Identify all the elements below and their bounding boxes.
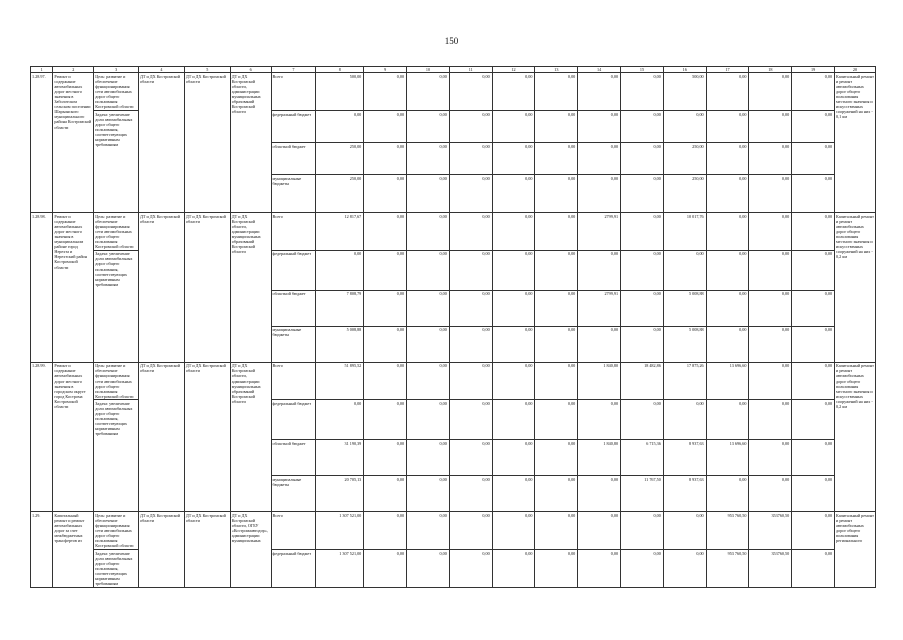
funding-source: муниципальные бюджеты	[271, 326, 316, 362]
item-name: Ремонт и содержание автомобильных дорог местного значения в муниципальном районе город Нерехта и Нерехтский район Костромской области	[53, 213, 94, 363]
executor-cell: ДТ и ДХ Костромской области, администрации муниципальных образований Костромской области	[230, 213, 271, 363]
coordinator-cell: ДТ и ДХ Костромской области	[184, 213, 230, 363]
value-cell: 0,00	[792, 550, 835, 588]
value-cell: 12 817,67	[316, 213, 364, 251]
value-cell: 0,00	[407, 175, 450, 213]
value-cell: 0,00	[578, 400, 621, 440]
value-cell: 0,00	[621, 175, 664, 213]
funding-source: Всего	[271, 73, 316, 111]
coordinator-cell: ДТ и ДХ Костромской области	[184, 512, 230, 587]
funding-source: Всего	[271, 213, 316, 251]
value-cell: 5 008,88	[663, 326, 706, 362]
value-cell: 0,00	[364, 111, 407, 143]
value-cell: 0,00	[706, 250, 749, 290]
value-cell: 0,00	[449, 175, 492, 213]
value-cell: 0,00	[449, 550, 492, 588]
header-cell: 11	[449, 67, 492, 73]
header-cell: 13	[535, 67, 578, 73]
goal-text: Цель: развитие и обеспечение функционирования сети автомобильных дорог общего пользования Костромской области	[94, 73, 139, 111]
value-cell: 0,00	[492, 290, 535, 326]
value-cell: 0,00	[492, 213, 535, 251]
value-cell: 0,00	[621, 213, 664, 251]
table-row	[31, 362, 876, 400]
value-cell: 0,00	[407, 290, 450, 326]
value-cell: 0,00	[792, 476, 835, 512]
value-cell: 0,00	[407, 73, 450, 111]
value-cell: 0,00	[578, 326, 621, 362]
header-cell: 5	[184, 67, 230, 73]
item-number: 1.28.98.	[31, 213, 53, 363]
value-cell: 0,00	[535, 290, 578, 326]
value-cell: 0,00	[535, 175, 578, 213]
result-cell: Капитальный ремонт и ремонт автомобильных дорог общего пользования регионального	[835, 512, 876, 587]
value-cell: 0,00	[364, 550, 407, 588]
value-cell: 250,00	[316, 175, 364, 213]
funding-source: областной бюджет	[271, 290, 316, 326]
value-cell: 0,00	[792, 175, 835, 213]
funding-source: областной бюджет	[271, 143, 316, 175]
value-cell: 11 767,50	[621, 476, 664, 512]
header-cell: 3	[94, 67, 139, 73]
value-cell: 0,00	[578, 143, 621, 175]
customer-cell: ДТ и ДХ Костромской области	[139, 362, 185, 512]
value-cell: 0,00	[407, 250, 450, 290]
header-cell: 7	[271, 67, 316, 73]
value-cell: 0,00	[749, 440, 792, 476]
header-cell: 2	[53, 67, 94, 73]
value-cell: 0,00	[578, 73, 621, 111]
value-cell: 0,00	[449, 250, 492, 290]
page-number: 150	[444, 36, 459, 46]
value-cell: 0,00	[316, 250, 364, 290]
coordinator-cell: ДТ и ДХ Костромской области	[184, 362, 230, 512]
value-cell: 0,00	[663, 550, 706, 588]
value-cell: 0,00	[364, 476, 407, 512]
value-cell: 8 937,63	[663, 476, 706, 512]
value-cell: 0,00	[535, 250, 578, 290]
value-cell: 353760,50	[749, 512, 792, 550]
value-cell: 1 840,80	[578, 362, 621, 400]
value-cell: 0,00	[492, 175, 535, 213]
value-cell: 5 008,88	[316, 326, 364, 362]
value-cell: 0,00	[749, 213, 792, 251]
value-cell: 0,00	[749, 143, 792, 175]
customer-cell: ДТ и ДХ Костромской области	[139, 73, 185, 213]
value-cell: 0,00	[492, 250, 535, 290]
value-cell: 0,00	[407, 143, 450, 175]
value-cell: 0,00	[535, 550, 578, 588]
value-cell: 0,00	[621, 400, 664, 440]
value-cell: 0,00	[621, 250, 664, 290]
value-cell: 0,00	[749, 175, 792, 213]
value-cell: 0,00	[663, 400, 706, 440]
value-cell: 0,00	[621, 512, 664, 550]
value-cell: 8 937,63	[663, 440, 706, 476]
task-text: Задача: увеличение доли автомобильных дорог общего пользования, соответствующих нормативным требованиям	[94, 400, 139, 512]
value-cell: 0,00	[792, 73, 835, 111]
value-cell: 0,00	[749, 250, 792, 290]
header-cell: 14	[578, 67, 621, 73]
value-cell: 0,00	[663, 250, 706, 290]
value-cell: 0,00	[578, 550, 621, 588]
executor-cell: ДТ и ДХ Костромской области, администрации муниципальных образований Костромской области	[230, 73, 271, 213]
value-cell: 7 808,79	[316, 290, 364, 326]
value-cell: 250,00	[663, 175, 706, 213]
funding-source: федеральный бюджет	[271, 250, 316, 290]
value-cell: 0,00	[706, 73, 749, 111]
value-cell: 0,00	[492, 512, 535, 550]
value-cell: 0,00	[621, 326, 664, 362]
item-number: 1.28.99.	[31, 362, 53, 512]
value-cell: 0,00	[535, 326, 578, 362]
value-cell: 0,00	[407, 111, 450, 143]
header-cell: 6	[230, 67, 271, 73]
value-cell: 0,00	[407, 362, 450, 400]
value-cell: 0,00	[407, 550, 450, 588]
coordinator-cell: ДТ и ДХ Костромской области	[184, 73, 230, 213]
value-cell: 0,00	[535, 440, 578, 476]
value-cell: 0,00	[792, 326, 835, 362]
value-cell: 0,00	[792, 143, 835, 175]
value-cell: 500,00	[663, 73, 706, 111]
value-cell: 0,00	[792, 213, 835, 251]
value-cell: 0,00	[449, 326, 492, 362]
executor-cell: ДТ и ДХ Костромской области, ОГБУ «Костромаавтодор», администрации муниципальных	[230, 512, 271, 587]
funding-source: областной бюджет	[271, 440, 316, 476]
value-cell: 0,00	[364, 326, 407, 362]
value-cell: 0,00	[578, 476, 621, 512]
value-cell: 0,00	[792, 362, 835, 400]
header-cell: 19	[792, 67, 835, 73]
value-cell: 0,00	[621, 111, 664, 143]
value-cell: 0,00	[621, 290, 664, 326]
value-cell: 0,00	[449, 512, 492, 550]
value-cell: 0,00	[663, 512, 706, 550]
value-cell: 0,00	[449, 290, 492, 326]
customer-cell: ДТ и ДХ Костромской области	[139, 512, 185, 587]
value-cell: 0,00	[364, 400, 407, 440]
value-cell: 0,00	[364, 213, 407, 251]
value-cell: 0,00	[449, 362, 492, 400]
funding-source: Всего	[271, 512, 316, 550]
value-cell: 0,00	[749, 400, 792, 440]
value-cell: 0,00	[706, 111, 749, 143]
value-cell: 0,00	[621, 143, 664, 175]
header-cell: 1	[31, 67, 53, 73]
task-text: Задача: увеличение доли автомобильных дорог общего пользования, соответствующих нормативным требованиям	[94, 111, 139, 213]
value-cell: 10 017,76	[663, 213, 706, 251]
value-cell: 0,00	[492, 143, 535, 175]
value-cell: 0,00	[706, 175, 749, 213]
value-cell: 18 482,86	[621, 362, 664, 400]
header-cell: 17	[706, 67, 749, 73]
value-cell: 20 705,13	[316, 476, 364, 512]
value-cell: 0,00	[449, 476, 492, 512]
value-cell: 0,00	[492, 440, 535, 476]
value-cell: 0,00	[364, 512, 407, 550]
value-cell: 0,00	[792, 512, 835, 550]
value-cell: 0,00	[407, 512, 450, 550]
funding-source: Всего	[271, 362, 316, 400]
value-cell: 1 840,80	[578, 440, 621, 476]
value-cell: 0,00	[449, 400, 492, 440]
value-cell: 0,00	[749, 290, 792, 326]
value-cell: 0,00	[535, 476, 578, 512]
value-cell: 500,00	[316, 73, 364, 111]
value-cell: 0,00	[449, 440, 492, 476]
value-cell: 0,00	[706, 400, 749, 440]
value-cell: 5 008,88	[663, 290, 706, 326]
value-cell: 0,00	[364, 290, 407, 326]
funding-source: федеральный бюджет	[271, 550, 316, 588]
value-cell: 0,00	[792, 290, 835, 326]
value-cell: 0,00	[749, 362, 792, 400]
value-cell: 0,00	[535, 73, 578, 111]
table-row	[31, 512, 876, 550]
funding-source: федеральный бюджет	[271, 400, 316, 440]
value-cell: 1 307 521,00	[316, 512, 364, 550]
value-cell: 0,00	[706, 290, 749, 326]
value-cell: 250,00	[316, 143, 364, 175]
header-cell: 16	[663, 67, 706, 73]
value-cell: 0,00	[407, 213, 450, 251]
value-cell: 0,00	[316, 111, 364, 143]
value-cell: 0,00	[492, 400, 535, 440]
value-cell: 0,00	[407, 326, 450, 362]
header-cell: 8	[316, 67, 364, 73]
value-cell: 353760,50	[749, 550, 792, 588]
value-cell: 0,00	[364, 175, 407, 213]
funding-source: муниципальные бюджеты	[271, 476, 316, 512]
value-cell: 0,00	[364, 250, 407, 290]
value-cell: 953 760,50	[706, 512, 749, 550]
result-cell: Капитальный ремонт и ремонт автомобильных дорог общего пользования местного значения и искусственных сооружений на них - 0,2 км	[835, 213, 876, 363]
value-cell: 13 696,60	[706, 440, 749, 476]
value-cell: 0,00	[706, 213, 749, 251]
value-cell: 0,00	[364, 440, 407, 476]
value-cell: 0,00	[749, 73, 792, 111]
value-cell: 0,00	[578, 175, 621, 213]
value-cell: 0,00	[578, 111, 621, 143]
value-cell: 0,00	[407, 440, 450, 476]
item-name: Ремонт и содержание автомобильных дорог местного значения в Заболотском сельском поселении Шарьинского муниципального района Костромской области	[53, 73, 94, 213]
value-cell: 0,00	[535, 512, 578, 550]
goal-text: Цель: развитие и обеспечение функционирования сети автомобильных дорог общего пользования Костромской области	[94, 512, 139, 550]
item-number: 1.28.97.	[31, 73, 53, 213]
value-cell: 0,00	[706, 476, 749, 512]
value-cell: 0,00	[621, 73, 664, 111]
result-cell: Капитальный ремонт и ремонт автомобильных дорог общего пользования местного значения и искусственных сооружений на них - 0,2 км	[835, 362, 876, 512]
item-name: Ремонт и содержание автомобильных дорог местного значения в городском округе город Кострома Костромской области	[53, 362, 94, 512]
value-cell: 0,00	[535, 143, 578, 175]
item-name: Капитальный ремонт и ремонт автомобильных дорог за счет межбюджетных трансфертов из	[53, 512, 94, 587]
value-cell: 0,00	[407, 476, 450, 512]
value-cell: 0,00	[749, 326, 792, 362]
value-cell: 0,00	[535, 400, 578, 440]
goal-text: Цель: развитие и обеспечение функционирования сети автомобильных дорог общего пользования Костромской области	[94, 213, 139, 251]
executor-cell: ДТ и ДХ Костромской области, администрации муниципальных образований Костромской области	[230, 362, 271, 512]
value-cell: 0,00	[449, 213, 492, 251]
value-cell: 31 190,39	[316, 440, 364, 476]
value-cell: 0,00	[792, 111, 835, 143]
value-cell: 0,00	[535, 362, 578, 400]
value-cell: 0,00	[364, 143, 407, 175]
value-cell: 0,00	[364, 362, 407, 400]
header-cell: 18	[749, 67, 792, 73]
value-cell: 0,00	[316, 400, 364, 440]
value-cell: 0,00	[749, 476, 792, 512]
value-cell: 2799,91	[578, 213, 621, 251]
value-cell: 0,00	[792, 250, 835, 290]
value-cell: 0,00	[449, 73, 492, 111]
value-cell: 17 875,26	[663, 362, 706, 400]
value-cell: 13 696,60	[706, 362, 749, 400]
header-cell: 15	[621, 67, 664, 73]
value-cell: 0,00	[663, 111, 706, 143]
value-cell: 0,00	[492, 326, 535, 362]
value-cell: 953 760,50	[706, 550, 749, 588]
value-cell: 0,00	[578, 512, 621, 550]
value-cell: 0,00	[706, 326, 749, 362]
value-cell: 0,00	[535, 111, 578, 143]
task-text: Задача: увеличение доли автомобильных дорог общего пользования, соответствующих нормативным требованиям	[94, 550, 139, 588]
value-cell: 0,00	[449, 143, 492, 175]
value-cell: 0,00	[535, 213, 578, 251]
value-cell: 6 715,36	[621, 440, 664, 476]
goal-text: Цель: развитие и обеспечение функционирования сети автомобильных дорог общего пользования Костромской области	[94, 362, 139, 400]
customer-cell: ДТ и ДХ Костромской области	[139, 213, 185, 363]
result-cell: Капитальный ремонт и ремонт автомобильных дорог общего пользования местного значения и искусственных сооружений на них - 0,1 км	[835, 73, 876, 213]
value-cell: 0,00	[578, 250, 621, 290]
value-cell: 0,00	[492, 73, 535, 111]
header-cell: 20	[835, 67, 876, 73]
value-cell: 0,00	[492, 550, 535, 588]
value-cell: 0,00	[621, 550, 664, 588]
value-cell: 250,00	[663, 143, 706, 175]
funding-source: муниципальные бюджеты	[271, 175, 316, 213]
table-row	[31, 73, 876, 111]
header-cell: 4	[139, 67, 185, 73]
value-cell: 0,00	[449, 111, 492, 143]
table-row	[31, 213, 876, 251]
value-cell: 51 895,52	[316, 362, 364, 400]
value-cell: 0,00	[749, 111, 792, 143]
value-cell: 0,00	[792, 400, 835, 440]
value-cell: 0,00	[492, 111, 535, 143]
program-table	[30, 66, 876, 588]
value-cell: 2799,91	[578, 290, 621, 326]
item-number: 1.29.	[31, 512, 53, 587]
header-cell: 9	[364, 67, 407, 73]
value-cell: 0,00	[492, 362, 535, 400]
value-cell: 0,00	[792, 440, 835, 476]
header-cell: 12	[492, 67, 535, 73]
value-cell: 0,00	[492, 476, 535, 512]
header-cell: 10	[407, 67, 450, 73]
value-cell: 0,00	[407, 400, 450, 440]
task-text: Задача: увеличение доли автомобильных дорог общего пользования, соответствующих нормативным требованиям	[94, 250, 139, 362]
value-cell: 0,00	[364, 73, 407, 111]
value-cell: 0,00	[706, 143, 749, 175]
value-cell: 1 307 521,00	[316, 550, 364, 588]
funding-source: федеральный бюджет	[271, 111, 316, 143]
